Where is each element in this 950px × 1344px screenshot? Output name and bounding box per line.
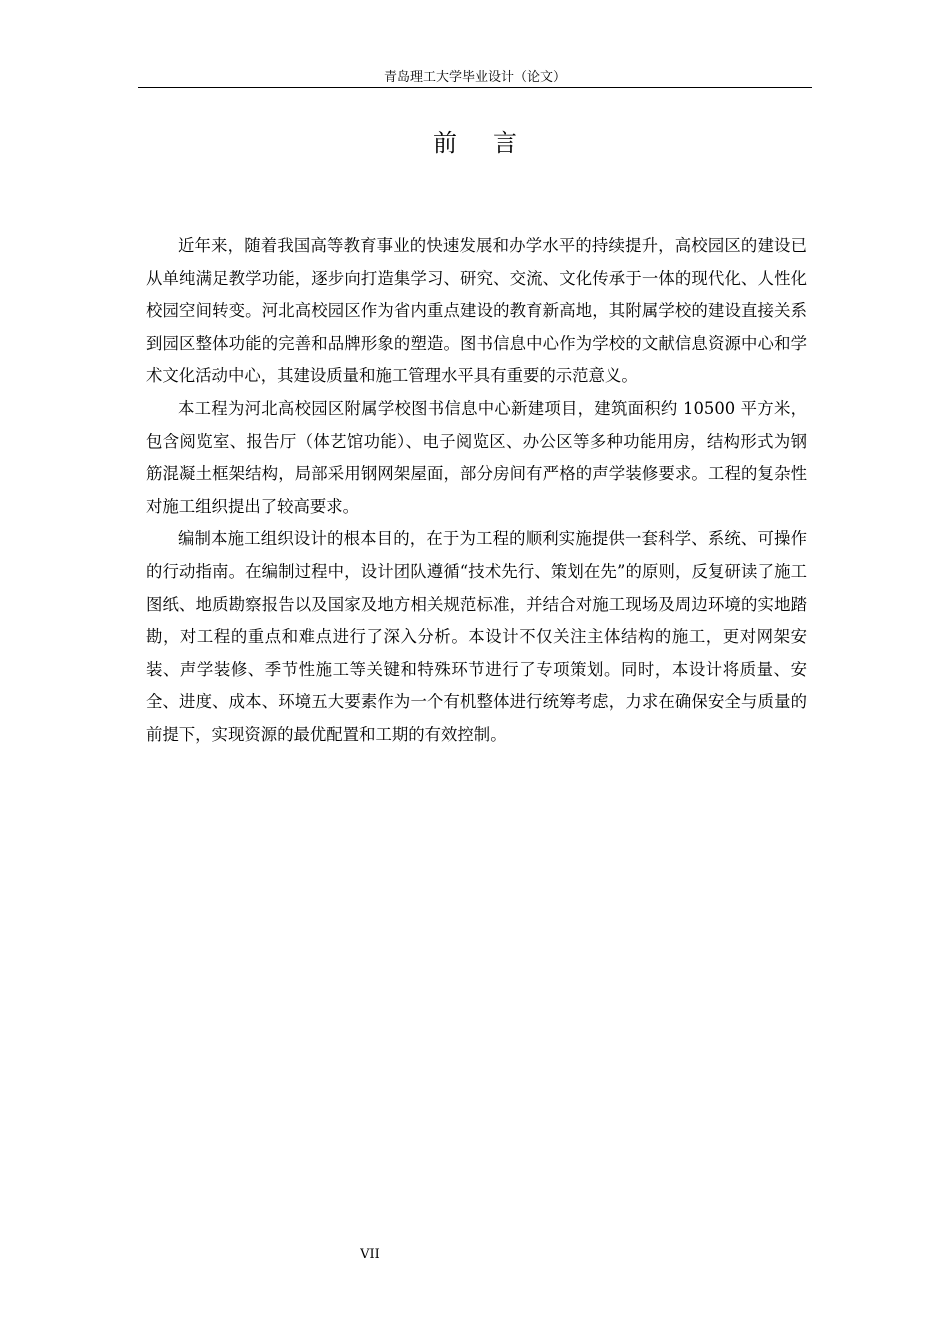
body-text — [146, 230, 807, 752]
page-title: 前言 — [433, 129, 553, 157]
page-number: VII — [360, 1247, 380, 1262]
running-header: 青岛理工大学毕业设计（论文） — [383, 70, 566, 85]
paragraph-3: 编制本施工组织设计的根本目的，在于为工程的顺利实施提供一套科学、系统、可操作的行动指南。在编制过程中，设计团队遵循“技术先行、策划在先”的原则，反复研读了施工图纸、地质勘察报告以及国家及地方相关规范标准，并结合对施工现场及周边环境的实地踏勘，对工程的重点和难点进行了深入分析。本设计不仅关注主体结构的施工，更对网架安装、声学装修、季节性施工等关键和特殊环节进行了专项策划。同时，本设计将质量、安全、进度、成本、环境五大要素作为一个有机整体进行统筹考虑，力求在确保安全与质量的前提下，实现资源的最优配置和工期的有效控制。 — [146, 529, 807, 744]
header-rule — [138, 87, 812, 88]
paragraph-1: 近年来，随着我国高等教育事业的快速发展和办学水平的持续提升，高校园区的建设已从单纯满足教学功能，逐步向打造集学习、研究、交流、文化传承于一体的现代化、人性化校园空间转变。河北高校园区作为省内重点建设的教育新高地，其附属学校的建设直接关系到园区整体功能的完善和品牌形象的塑造。图书信息中心作为学校的文献信息资源中心和学术文化活动中心，其建设质量和施工管理水平具有重要的示范意义。 — [146, 236, 807, 386]
paragraph-2: 本工程为河北高校园区附属学校图书信息中心新建项目，建筑面积约 10500 平方米，包含阅览室、报告厅（体艺馆功能）、电子阅览区、办公区等多种功能用房，结构形式为钢筋混凝土框架结构，局部采用钢网架屋面，部分房间有严格的声学装修要求。工程的复杂性对施工组织提出了较高要求。 — [146, 398, 807, 516]
